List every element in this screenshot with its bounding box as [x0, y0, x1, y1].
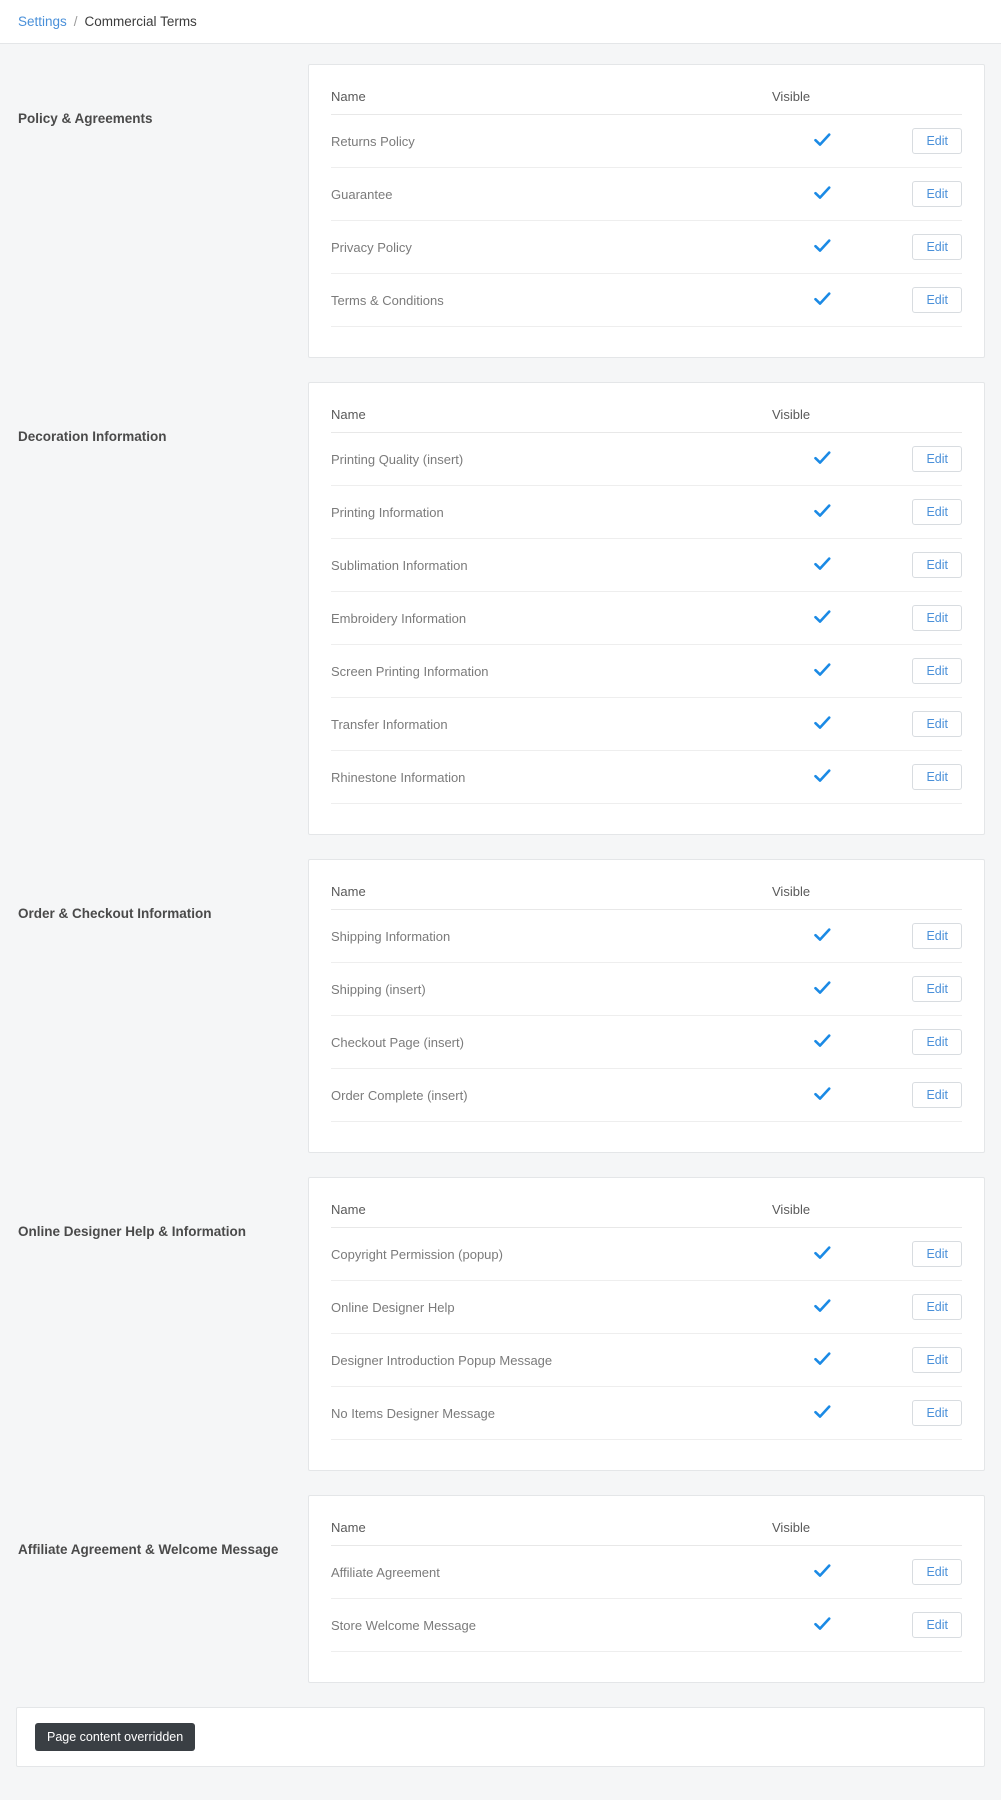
column-header-action: [892, 860, 962, 910]
row-visible-cell: [772, 274, 892, 327]
edit-button[interactable]: Edit: [912, 181, 962, 207]
breadcrumb-current-page: Commercial Terms: [84, 14, 197, 29]
row-action-cell: [892, 645, 962, 698]
row-action-cell: [892, 698, 962, 751]
row-visible-cell: [772, 221, 892, 274]
edit-button[interactable]: Edit: [912, 1559, 962, 1585]
row-name: Shipping Information: [331, 910, 772, 963]
row-visible-cell: [772, 1281, 892, 1334]
check-icon: [814, 716, 834, 730]
edit-button[interactable]: Edit: [912, 923, 962, 949]
section-panel: [308, 1495, 985, 1683]
check-icon: [814, 981, 834, 995]
table-row: [331, 1228, 962, 1281]
section-title: Online Designer Help & Information: [18, 1224, 247, 1239]
row-visible-cell: [772, 115, 892, 168]
column-header-visible: Visible: [772, 1496, 892, 1546]
row-name: Sublimation Information: [331, 539, 772, 592]
section-title: Affiliate Agreement & Welcome Message: [18, 1542, 279, 1557]
table-row: [331, 645, 962, 698]
row-visible-cell: [772, 1016, 892, 1069]
edit-button[interactable]: Edit: [912, 499, 962, 525]
table-row: [331, 1387, 962, 1440]
row-name: Screen Printing Information: [331, 645, 772, 698]
row-visible-cell: [772, 963, 892, 1016]
breadcrumb-link-settings[interactable]: Settings: [18, 14, 67, 29]
column-header-visible: Visible: [772, 1178, 892, 1228]
settings-section: [16, 64, 985, 358]
section-panel: [308, 859, 985, 1153]
column-header-name: Name: [331, 1496, 772, 1546]
edit-button[interactable]: Edit: [912, 1612, 962, 1638]
row-visible-cell: [772, 698, 892, 751]
row-name: Privacy Policy: [331, 221, 772, 274]
table-row: [331, 221, 962, 274]
row-action-cell: [892, 168, 962, 221]
table-row: [331, 751, 962, 804]
check-icon: [814, 610, 834, 624]
table-row: [331, 1016, 962, 1069]
table-row: [331, 168, 962, 221]
column-header-visible: Visible: [772, 65, 892, 115]
row-action-cell: [892, 1069, 962, 1122]
edit-button[interactable]: Edit: [912, 658, 962, 684]
row-action-cell: [892, 751, 962, 804]
check-icon: [814, 1564, 834, 1578]
column-header-name: Name: [331, 383, 772, 433]
row-name: Printing Information: [331, 486, 772, 539]
row-action-cell: [892, 539, 962, 592]
content-table: [331, 860, 962, 1122]
row-action-cell: [892, 910, 962, 963]
edit-button[interactable]: Edit: [912, 1082, 962, 1108]
section-title: Policy & Agreements: [18, 111, 153, 126]
section-panel: [308, 1177, 985, 1471]
row-action-cell: [892, 1016, 962, 1069]
settings-page: [0, 44, 1001, 1767]
row-name: Order Complete (insert): [331, 1069, 772, 1122]
row-action-cell: [892, 1281, 962, 1334]
edit-button[interactable]: Edit: [912, 287, 962, 313]
row-action-cell: [892, 1334, 962, 1387]
row-name: Guarantee: [331, 168, 772, 221]
check-icon: [814, 1405, 834, 1419]
row-action-cell: [892, 221, 962, 274]
section-panel: [308, 382, 985, 835]
settings-section: [16, 1495, 985, 1683]
column-header-action: [892, 383, 962, 433]
row-action-cell: [892, 433, 962, 486]
check-icon: [814, 133, 834, 147]
settings-section: [16, 859, 985, 1153]
row-visible-cell: [772, 486, 892, 539]
check-icon: [814, 769, 834, 783]
table-header-row: [331, 383, 962, 433]
row-name: Designer Introduction Popup Message: [331, 1334, 772, 1387]
row-visible-cell: [772, 751, 892, 804]
edit-button[interactable]: Edit: [912, 1029, 962, 1055]
edit-button[interactable]: Edit: [912, 1294, 962, 1320]
check-icon: [814, 504, 834, 518]
edit-button[interactable]: Edit: [912, 1400, 962, 1426]
edit-button[interactable]: Edit: [912, 1347, 962, 1373]
row-name: Store Welcome Message: [331, 1599, 772, 1652]
table-header-row: [331, 65, 962, 115]
row-visible-cell: [772, 1387, 892, 1440]
column-header-name: Name: [331, 860, 772, 910]
row-visible-cell: [772, 433, 892, 486]
table-header-row: [331, 860, 962, 910]
edit-button[interactable]: Edit: [912, 234, 962, 260]
table-row: [331, 1546, 962, 1599]
row-name: Terms & Conditions: [331, 274, 772, 327]
table-row: [331, 539, 962, 592]
table-row: [331, 274, 962, 327]
edit-button[interactable]: Edit: [912, 128, 962, 154]
row-visible-cell: [772, 1546, 892, 1599]
edit-button[interactable]: Edit: [912, 552, 962, 578]
row-visible-cell: [772, 168, 892, 221]
check-icon: [814, 451, 834, 465]
row-visible-cell: [772, 910, 892, 963]
edit-button[interactable]: Edit: [912, 976, 962, 1002]
sections-container: [16, 64, 985, 1683]
table-row: [331, 486, 962, 539]
table-row: [331, 592, 962, 645]
status-toast: Page content overridden: [35, 1723, 195, 1751]
row-visible-cell: [772, 539, 892, 592]
row-action-cell: [892, 115, 962, 168]
check-icon: [814, 239, 834, 253]
row-name: Copyright Permission (popup): [331, 1228, 772, 1281]
content-table: [331, 65, 962, 327]
row-name: No Items Designer Message: [331, 1387, 772, 1440]
edit-button[interactable]: Edit: [912, 446, 962, 472]
row-visible-cell: [772, 1069, 892, 1122]
edit-button[interactable]: Edit: [912, 711, 962, 737]
row-action-cell: [892, 1546, 962, 1599]
content-table: [331, 383, 962, 804]
row-action-cell: [892, 1387, 962, 1440]
table-row: [331, 433, 962, 486]
row-name: Rhinestone Information: [331, 751, 772, 804]
check-icon: [814, 1087, 834, 1101]
row-action-cell: [892, 274, 962, 327]
row-action-cell: [892, 1228, 962, 1281]
table-row: [331, 698, 962, 751]
section-title: Decoration Information: [18, 429, 167, 444]
table-row: [331, 1599, 962, 1652]
check-icon: [814, 186, 834, 200]
row-visible-cell: [772, 645, 892, 698]
edit-button[interactable]: Edit: [912, 605, 962, 631]
row-action-cell: [892, 592, 962, 645]
row-visible-cell: [772, 592, 892, 645]
settings-section: [16, 1177, 985, 1471]
check-icon: [814, 1617, 834, 1631]
content-table: [331, 1496, 962, 1652]
row-visible-cell: [772, 1599, 892, 1652]
column-header-visible: Visible: [772, 860, 892, 910]
row-name: Checkout Page (insert): [331, 1016, 772, 1069]
column-header-name: Name: [331, 65, 772, 115]
edit-button[interactable]: Edit: [912, 764, 962, 790]
column-header-action: [892, 1496, 962, 1546]
column-header-action: [892, 65, 962, 115]
column-header-name: Name: [331, 1178, 772, 1228]
row-name: Printing Quality (insert): [331, 433, 772, 486]
check-icon: [814, 928, 834, 942]
check-icon: [814, 663, 834, 677]
table-row: [331, 1069, 962, 1122]
breadcrumb-separator: /: [73, 14, 78, 29]
content-table: [331, 1178, 962, 1440]
row-name: Returns Policy: [331, 115, 772, 168]
check-icon: [814, 1034, 834, 1048]
check-icon: [814, 292, 834, 306]
row-action-cell: [892, 1599, 962, 1652]
row-action-cell: [892, 486, 962, 539]
check-icon: [814, 1352, 834, 1366]
column-header-visible: Visible: [772, 383, 892, 433]
footer-panel: [16, 1707, 985, 1767]
row-action-cell: [892, 963, 962, 1016]
table-row: [331, 910, 962, 963]
table-header-row: [331, 1496, 962, 1546]
row-visible-cell: [772, 1228, 892, 1281]
row-visible-cell: [772, 1334, 892, 1387]
section-panel: [308, 64, 985, 358]
table-row: [331, 115, 962, 168]
column-header-action: [892, 1178, 962, 1228]
check-icon: [814, 557, 834, 571]
row-name: Transfer Information: [331, 698, 772, 751]
section-title: Order & Checkout Information: [18, 906, 212, 921]
check-icon: [814, 1299, 834, 1313]
table-header-row: [331, 1178, 962, 1228]
row-name: Online Designer Help: [331, 1281, 772, 1334]
edit-button[interactable]: Edit: [912, 1241, 962, 1267]
settings-section: [16, 382, 985, 835]
row-name: Shipping (insert): [331, 963, 772, 1016]
row-name: Embroidery Information: [331, 592, 772, 645]
breadcrumb: [0, 0, 1001, 44]
table-row: [331, 963, 962, 1016]
table-row: [331, 1334, 962, 1387]
row-name: Affiliate Agreement: [331, 1546, 772, 1599]
table-row: [331, 1281, 962, 1334]
check-icon: [814, 1246, 834, 1260]
